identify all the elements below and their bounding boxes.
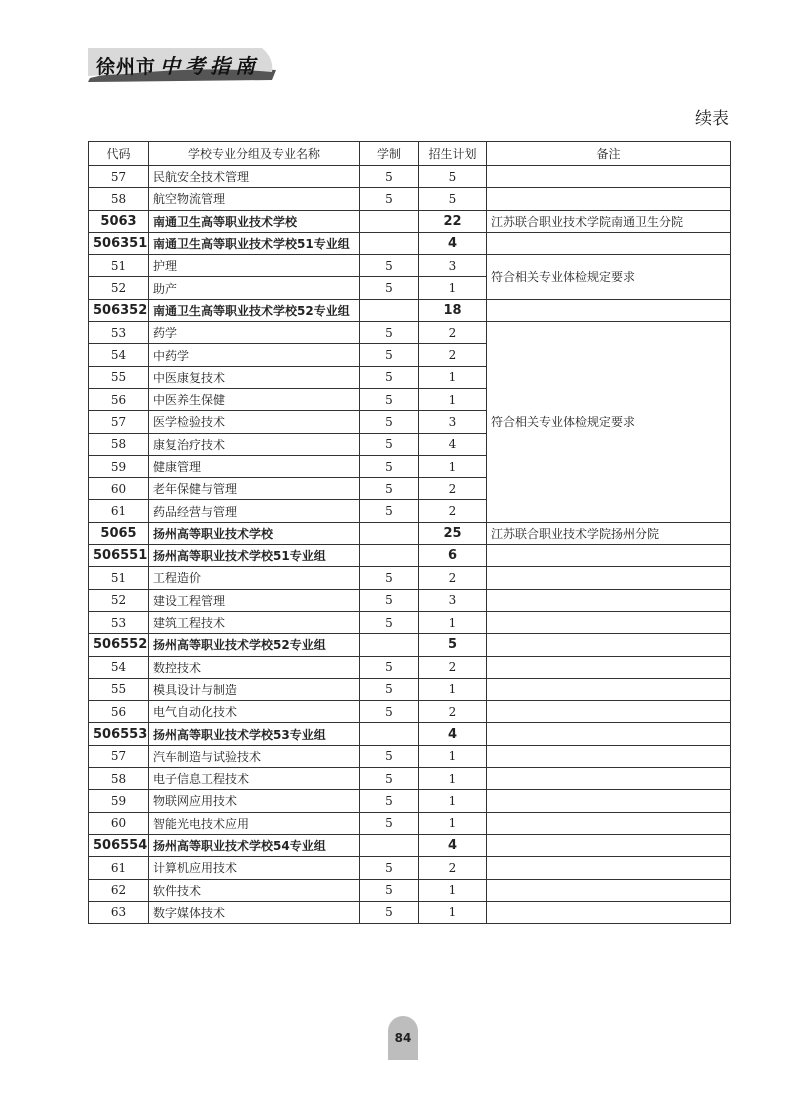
cell-note	[487, 567, 731, 589]
cell-note: 符合相关专业体检规定要求	[487, 255, 731, 300]
cell-plan: 2	[419, 701, 487, 723]
cell-code: 58	[89, 768, 149, 790]
cell-plan: 1	[419, 790, 487, 812]
cell-name: 电子信息工程技术	[149, 768, 360, 790]
cell-name: 中医养生保健	[149, 388, 360, 410]
cell-code: 61	[89, 857, 149, 879]
cell-plan: 1	[419, 678, 487, 700]
cell-years: 5	[360, 344, 419, 366]
cell-plan: 1	[419, 812, 487, 834]
cell-name: 数控技术	[149, 656, 360, 678]
table-row	[89, 812, 731, 834]
cell-name: 南通卫生高等职业技术学校51专业组	[149, 232, 360, 254]
cell-plan: 3	[419, 411, 487, 433]
cell-name: 扬州高等职业技术学校54专业组	[149, 834, 360, 856]
table-row	[89, 656, 731, 678]
table-row	[89, 790, 731, 812]
cell-note	[487, 857, 731, 879]
cell-years: 5	[360, 656, 419, 678]
cell-plan: 1	[419, 745, 487, 767]
col-header-plan: 招生计划	[419, 142, 487, 166]
cell-name: 扬州高等职业技术学校51专业组	[149, 545, 360, 567]
table-row	[89, 879, 731, 901]
cell-years: 5	[360, 611, 419, 633]
cell-note	[487, 678, 731, 700]
cell-name: 南通卫生高等职业技术学校	[149, 210, 360, 232]
cell-name: 航空物流管理	[149, 188, 360, 210]
table-row	[89, 322, 731, 344]
cell-plan: 4	[419, 433, 487, 455]
cell-plan: 1	[419, 366, 487, 388]
cell-name: 建设工程管理	[149, 589, 360, 611]
cell-years: 5	[360, 857, 419, 879]
cell-plan: 5	[419, 188, 487, 210]
cell-note	[487, 634, 731, 656]
cell-years: 5	[360, 768, 419, 790]
cell-note	[487, 188, 731, 210]
cell-years: 5	[360, 277, 419, 299]
table-row	[89, 678, 731, 700]
cell-code: 506553	[89, 723, 149, 745]
cell-code: 61	[89, 500, 149, 522]
cell-years: 5	[360, 388, 419, 410]
cell-name: 中医康复技术	[149, 366, 360, 388]
cell-code: 506552	[89, 634, 149, 656]
cell-code: 54	[89, 344, 149, 366]
cell-name: 扬州高等职业技术学校53专业组	[149, 723, 360, 745]
cell-code: 56	[89, 701, 149, 723]
table-group-row	[89, 723, 731, 745]
cell-name: 护理	[149, 255, 360, 277]
cell-code: 57	[89, 745, 149, 767]
continued-label: 续表	[695, 109, 729, 129]
cell-name: 物联网应用技术	[149, 790, 360, 812]
cell-years: 5	[360, 879, 419, 901]
cell-plan: 1	[419, 879, 487, 901]
cell-plan: 5	[419, 634, 487, 656]
table-group-row	[89, 210, 731, 232]
table-row	[89, 255, 731, 277]
col-header-years: 学制	[360, 142, 419, 166]
cell-code: 58	[89, 433, 149, 455]
cell-years: 5	[360, 188, 419, 210]
table-row	[89, 166, 731, 188]
banner-title-sub: 中考指南	[160, 54, 261, 78]
table-group-row	[89, 545, 731, 567]
table-group-row	[89, 299, 731, 321]
cell-years: 5	[360, 589, 419, 611]
cell-plan: 2	[419, 656, 487, 678]
cell-plan: 6	[419, 545, 487, 567]
cell-code: 506554	[89, 834, 149, 856]
cell-note	[487, 879, 731, 901]
cell-plan: 1	[419, 768, 487, 790]
cell-code: 60	[89, 812, 149, 834]
col-header-code: 代码	[89, 142, 149, 166]
cell-name: 建筑工程技术	[149, 611, 360, 633]
cell-plan: 2	[419, 857, 487, 879]
table-row	[89, 589, 731, 611]
cell-plan: 4	[419, 834, 487, 856]
cell-plan: 2	[419, 344, 487, 366]
cell-name: 汽车制造与试验技术	[149, 745, 360, 767]
cell-plan: 2	[419, 478, 487, 500]
cell-note	[487, 589, 731, 611]
cell-years	[360, 522, 419, 544]
cell-note	[487, 812, 731, 834]
cell-plan: 18	[419, 299, 487, 321]
page-number: 84	[388, 1016, 418, 1060]
cell-code: 57	[89, 166, 149, 188]
cell-code: 506551	[89, 545, 149, 567]
col-header-note: 备注	[487, 142, 731, 166]
cell-years: 5	[360, 455, 419, 477]
cell-plan: 3	[419, 255, 487, 277]
table-group-row	[89, 232, 731, 254]
cell-code: 51	[89, 567, 149, 589]
cell-note	[487, 232, 731, 254]
cell-years: 5	[360, 433, 419, 455]
cell-code: 60	[89, 478, 149, 500]
cell-years	[360, 210, 419, 232]
cell-plan: 4	[419, 723, 487, 745]
cell-plan: 1	[419, 277, 487, 299]
table-row	[89, 857, 731, 879]
cell-years: 5	[360, 678, 419, 700]
cell-plan: 25	[419, 522, 487, 544]
cell-years: 5	[360, 567, 419, 589]
banner-title-main: 徐州市	[96, 56, 157, 78]
cell-plan: 2	[419, 500, 487, 522]
cell-code: 5063	[89, 210, 149, 232]
cell-code: 63	[89, 901, 149, 923]
cell-years	[360, 723, 419, 745]
cell-note	[487, 166, 731, 188]
cell-name: 数字媒体技术	[149, 901, 360, 923]
cell-note	[487, 701, 731, 723]
cell-code: 52	[89, 277, 149, 299]
cell-name: 助产	[149, 277, 360, 299]
cell-code: 506352	[89, 299, 149, 321]
cell-code: 59	[89, 790, 149, 812]
cell-note: 江苏联合职业技术学院扬州分院	[487, 522, 731, 544]
cell-name: 药品经营与管理	[149, 500, 360, 522]
cell-note	[487, 834, 731, 856]
cell-years: 5	[360, 745, 419, 767]
cell-name: 模具设计与制造	[149, 678, 360, 700]
table-group-row	[89, 834, 731, 856]
cell-plan: 1	[419, 901, 487, 923]
cell-code: 56	[89, 388, 149, 410]
cell-years: 5	[360, 790, 419, 812]
cell-name: 软件技术	[149, 879, 360, 901]
cell-plan: 1	[419, 388, 487, 410]
col-header-name: 学校专业分组及专业名称	[149, 142, 360, 166]
cell-plan: 1	[419, 611, 487, 633]
cell-years	[360, 299, 419, 321]
cell-name: 康复治疗技术	[149, 433, 360, 455]
cell-note	[487, 768, 731, 790]
enrollment-table	[88, 141, 731, 924]
cell-note	[487, 545, 731, 567]
cell-note	[487, 299, 731, 321]
cell-name: 南通卫生高等职业技术学校52专业组	[149, 299, 360, 321]
cell-name: 健康管理	[149, 455, 360, 477]
cell-name: 药学	[149, 322, 360, 344]
cell-name: 扬州高等职业技术学校	[149, 522, 360, 544]
table-row	[89, 901, 731, 923]
cell-name: 智能光电技术应用	[149, 812, 360, 834]
cell-note: 符合相关专业体检规定要求	[487, 322, 731, 523]
cell-code: 53	[89, 322, 149, 344]
cell-name: 医学检验技术	[149, 411, 360, 433]
table-group-row	[89, 634, 731, 656]
cell-name: 扬州高等职业技术学校52专业组	[149, 634, 360, 656]
cell-years	[360, 834, 419, 856]
cell-plan: 5	[419, 166, 487, 188]
header-banner	[86, 44, 278, 84]
table-row	[89, 745, 731, 767]
table-row	[89, 567, 731, 589]
cell-code: 57	[89, 411, 149, 433]
cell-code: 59	[89, 455, 149, 477]
table-row	[89, 768, 731, 790]
cell-years: 5	[360, 166, 419, 188]
cell-name: 电气自动化技术	[149, 701, 360, 723]
cell-plan: 1	[419, 455, 487, 477]
cell-code: 52	[89, 589, 149, 611]
cell-code: 55	[89, 678, 149, 700]
cell-years: 5	[360, 255, 419, 277]
cell-name: 中药学	[149, 344, 360, 366]
cell-years: 5	[360, 901, 419, 923]
cell-note	[487, 611, 731, 633]
cell-note	[487, 901, 731, 923]
cell-plan: 22	[419, 210, 487, 232]
table-row	[89, 701, 731, 723]
table-group-row	[89, 522, 731, 544]
cell-name: 计算机应用技术	[149, 857, 360, 879]
cell-plan: 2	[419, 567, 487, 589]
table-row	[89, 188, 731, 210]
cell-years: 5	[360, 322, 419, 344]
cell-plan: 3	[419, 589, 487, 611]
cell-code: 5065	[89, 522, 149, 544]
cell-note	[487, 745, 731, 767]
banner-title	[96, 50, 260, 79]
cell-years: 5	[360, 411, 419, 433]
cell-years: 5	[360, 500, 419, 522]
cell-note	[487, 656, 731, 678]
cell-code: 58	[89, 188, 149, 210]
cell-years: 5	[360, 701, 419, 723]
cell-name: 民航安全技术管理	[149, 166, 360, 188]
cell-note	[487, 790, 731, 812]
cell-plan: 4	[419, 232, 487, 254]
cell-name: 老年保健与管理	[149, 478, 360, 500]
cell-code: 51	[89, 255, 149, 277]
cell-note: 江苏联合职业技术学院南通卫生分院	[487, 210, 731, 232]
cell-years	[360, 232, 419, 254]
cell-years: 5	[360, 366, 419, 388]
cell-code: 506351	[89, 232, 149, 254]
cell-code: 54	[89, 656, 149, 678]
cell-note	[487, 723, 731, 745]
cell-code: 62	[89, 879, 149, 901]
cell-years	[360, 634, 419, 656]
table-row	[89, 611, 731, 633]
cell-name: 工程造价	[149, 567, 360, 589]
cell-years: 5	[360, 478, 419, 500]
table-body	[89, 166, 731, 924]
cell-code: 53	[89, 611, 149, 633]
cell-years: 5	[360, 812, 419, 834]
table-header-row	[89, 142, 731, 166]
cell-code: 55	[89, 366, 149, 388]
cell-years	[360, 545, 419, 567]
cell-plan: 2	[419, 322, 487, 344]
